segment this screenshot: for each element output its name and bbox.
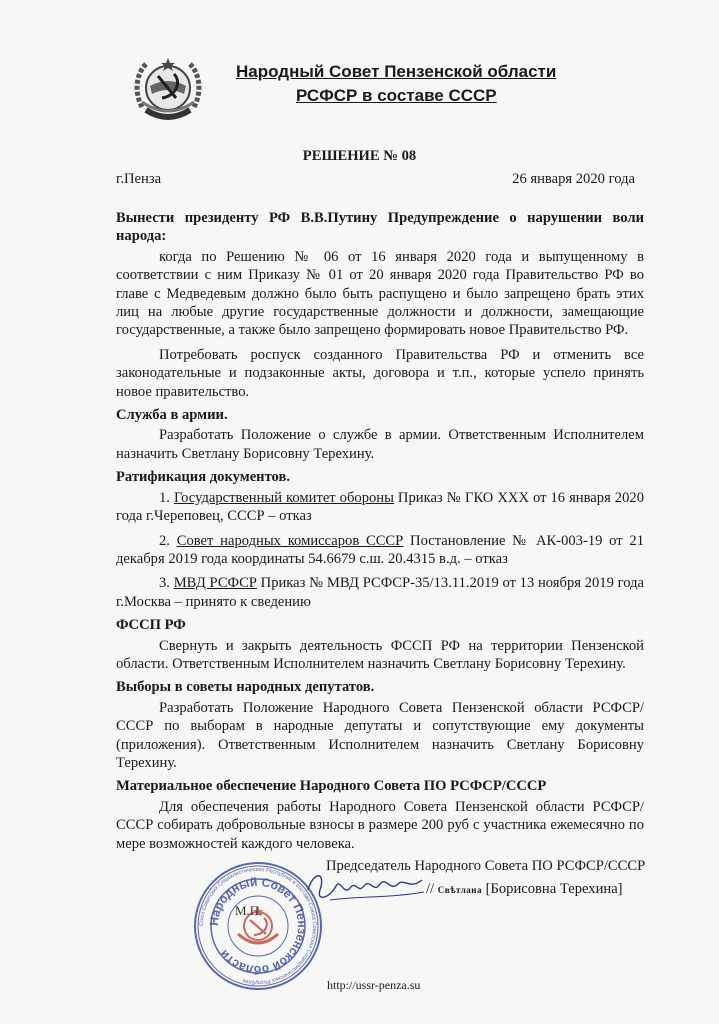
section-heading-elections: Выборы в советы народных депутатов. bbox=[116, 679, 375, 696]
document-city: г.Пенза bbox=[116, 171, 162, 187]
stamp-inner-text: Народный Совет Пензенской области bbox=[206, 874, 310, 978]
section-heading-warning: Вынести президенту РФ В.В.Путину Предупреждение о нарушении воли народа: bbox=[116, 210, 644, 245]
stamp-place-label: М.П. bbox=[235, 903, 263, 918]
paragraph: когда по Решению № 06 от 16 января 2020 года и выпущенному в соответствии с ним Приказу № 01 от 20 января 2020 года Правительство РФ во главе с Медведевым должно было быть распущено и было запрещено брать этих лиц на любые другие государственные должности и должности, замещающие государственные, а также было запрещено формировать новое Правительство РФ. bbox=[116, 248, 644, 339]
header-line-1: Народный Совет Пензенской области bbox=[236, 62, 557, 81]
signatory-rest-name: [Борисовна Терехина] bbox=[481, 881, 623, 897]
signatory-title: Председатель Народного Совета ПО РСФСР/СССР bbox=[326, 858, 646, 874]
document-title: РЕШЕНИЕ № 08 bbox=[302, 148, 417, 164]
name-prefix: // bbox=[426, 881, 438, 897]
item-number: 2. bbox=[159, 532, 170, 549]
item-organization: МВД РСФСР bbox=[173, 575, 257, 592]
signatory-name bbox=[426, 881, 623, 898]
section-heading-ratification: Ратификация документов. bbox=[116, 469, 291, 486]
section-heading-fssp: ФССП РФ bbox=[116, 617, 186, 634]
item-organization: Государственный комитет обороны bbox=[173, 489, 394, 506]
ussr-emblem-icon bbox=[132, 52, 204, 128]
section-heading-funding: Материальное обеспечение Народного Совета ПО РСФСР/СССР bbox=[116, 778, 547, 795]
stamp-outer-text: Союз Советских Социалистических Республик в составе Союза Советских Социалистических Республик bbox=[198, 866, 318, 986]
paragraph: Свернуть и закрыть деятельность ФССП РФ на территории Пензенской области. Ответственным Исполнителем назначить Светлану Борисовну Терехину. bbox=[116, 637, 644, 672]
document-body bbox=[116, 209, 644, 853]
item-text: Приказ № МВД РСФСР-35/13.11.2019 от 13 ноября 2019 года г.Москва – принято к сведению bbox=[116, 575, 644, 610]
ratification-item bbox=[116, 532, 644, 569]
item-organization: Совет народных комиссаров СССР bbox=[176, 532, 404, 549]
ratification-item bbox=[116, 574, 644, 611]
item-number: 3. bbox=[159, 575, 170, 592]
header-line-2: РСФСР в составе СССР bbox=[296, 86, 497, 105]
paragraph: Потребовать роспуск созданного Правительства РФ и отменить все законодательные и подзаконные акты, договора и т.п., которые успело принять новое правительство. bbox=[116, 346, 644, 400]
item-text: Постановление № АК-003-19 от 21 декабря 2019 года координаты 54.6679 с.ш. 20.4315 в.д. – отказ bbox=[116, 532, 645, 567]
paragraph: Для обеспечения работы Народного Совета Пензенской области РСФСР/СССР собирать добровольные взносы в размере 200 руб с участника ежемесячно по мере возможностей каждого человека. bbox=[116, 798, 644, 852]
handwritten-signature bbox=[300, 860, 430, 912]
paragraph: Разработать Положение о службе в армии. Ответственным Исполнителем назначить Светлану Борисовну Терехину. bbox=[116, 427, 644, 462]
ratification-item bbox=[116, 489, 644, 526]
signatory-first-name: Свѣтлана bbox=[437, 885, 482, 895]
footer-url: http://ussr-penza.su bbox=[327, 978, 421, 992]
paragraph: Разработать Положение Народного Совета Пензенской области РСФСР/СССР по выборам в народные депутаты и сопутствующие ему документы (приложения). Ответственным Исполнителем назначить Светлану Борисовну Терехину. bbox=[116, 699, 644, 771]
document-date: 26 января 2020 года bbox=[512, 171, 635, 187]
item-text: Приказ № ГКО ХХХ от 16 января 2020 года г.Череповец, СССР – отказ bbox=[116, 489, 644, 525]
section-heading-army: Служба в армии. bbox=[116, 407, 228, 424]
item-number: 1. bbox=[159, 489, 170, 506]
